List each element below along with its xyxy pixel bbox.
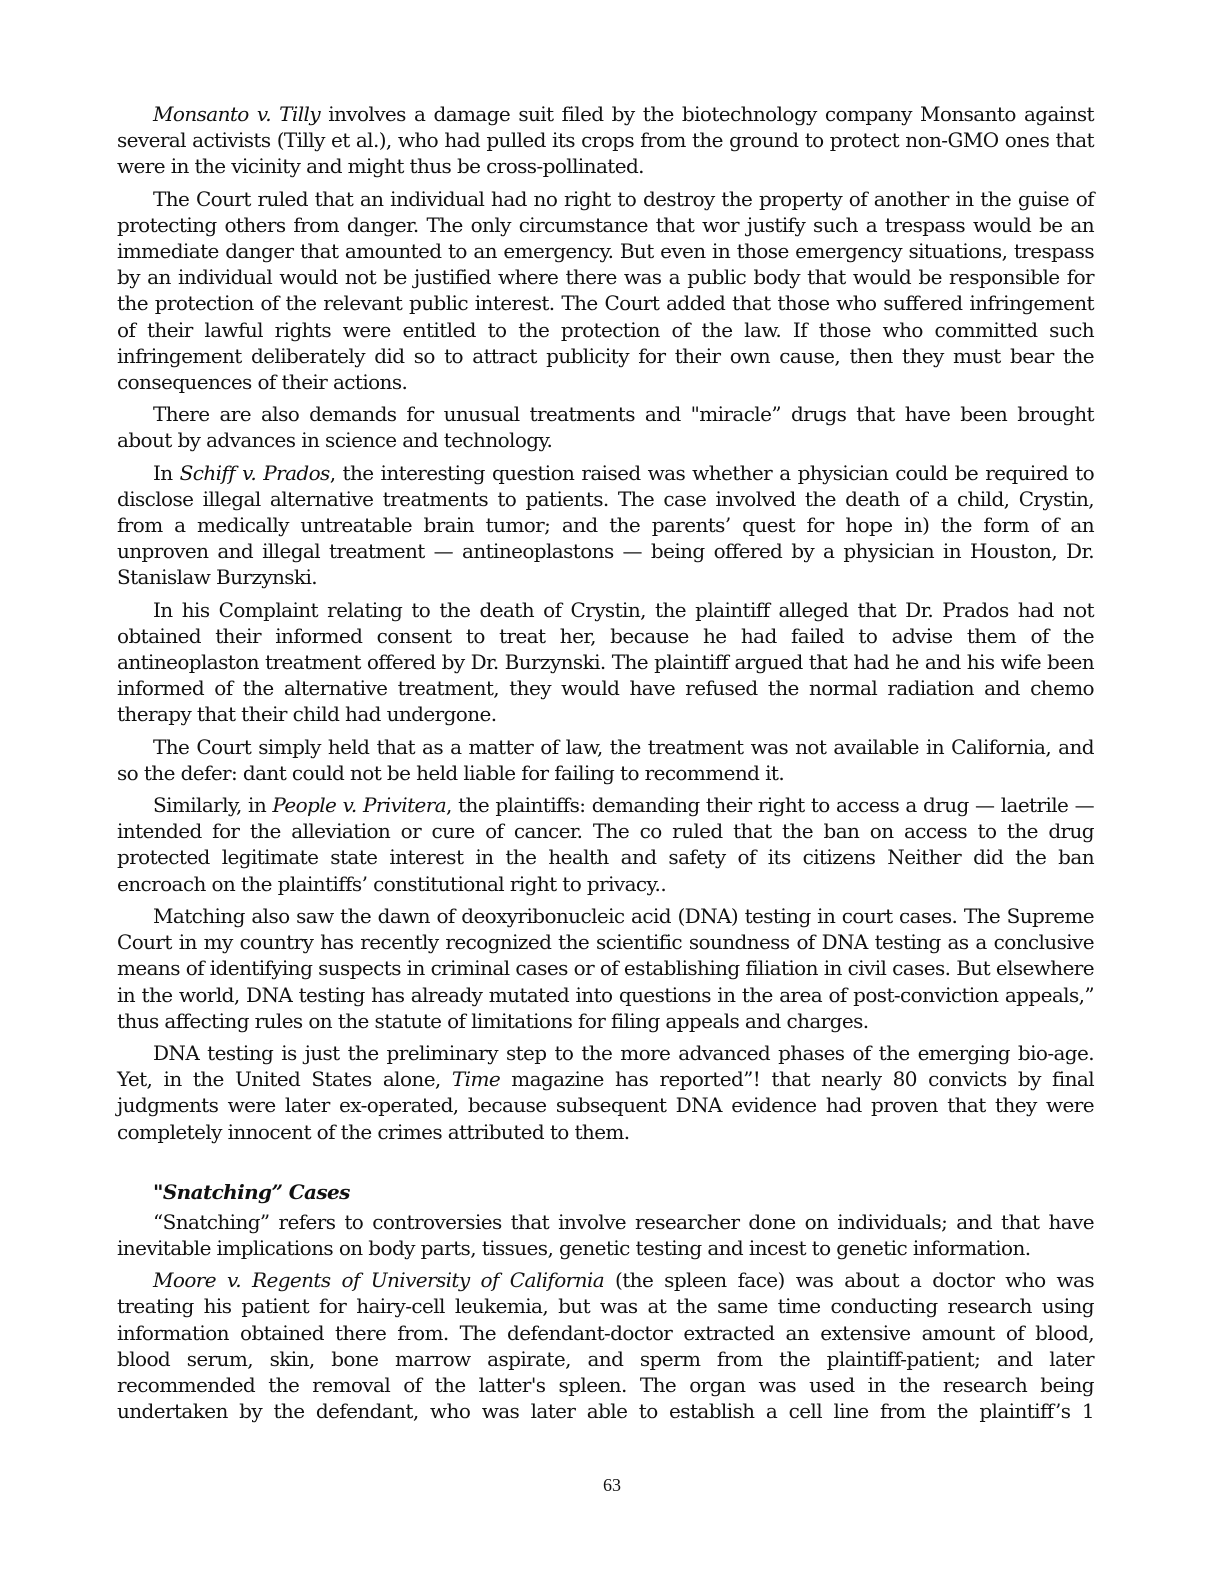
paragraph-miracle-drugs: There are also demands for unusual treatments and "miracle” drugs that have been brought about by advances in science and technology. [117,402,1094,453]
paragraph-dna-testing: Matching also saw the dawn of deoxyribonucleic acid (DNA) testing in court cases. The Supreme Court in my country has recently recognized the scientific soundness of DNA testing as a conclusive means of identifying suspects in criminal cases or of establishing filiation in civil cases. But elsewhere in the world, DNA testing has already mutated into questions in the area of post-conviction appeals,” thus affecting rules on the statute of limitations for filing appeals and charges. [117,903,1094,1033]
paragraph-snatching-definition: “Snatching” refers to controversies that involve researcher done on individuals; and that have inevitable implications on body parts, tissues, genetic testing and incest to genetic information. [117,1209,1094,1260]
case-name-moore: Moore v. Regents of University of California [153,1268,605,1293]
case-name-monsanto: Monsanto v. Tilly [153,102,321,126]
paragraph-monsanto: Monsanto v. Tilly involves a damage suit filed by the biotechnology company Monsanto against several activists (Tilly et al.), who had pulled its crops from the ground to protect non-GMO ones that were in the vicinity and might thus be cross-pollinated. [117,102,1094,179]
page-number: 63 [603,1475,621,1495]
body-text [117,101,1094,1424]
case-name-privitera: People v. Privitera [272,793,447,818]
paragraph-moore: Moore v. Regents of University of California (the spleen face) was about a doctor who was treating his patient for hairy-cell leukemia, but was at the same time conducting research using information obtained there from. The defendant-doctor extracted an extensive amount of blood, blood serum, skin, bone marrow aspirate, and sperm from the plaintiff-patient; and later recommended the removal of the latter's spleen. The organ was used in the research being undertaken by the defendant, who was later able to establish a cell line from the plaintiff’s 1 [117,1268,1095,1424]
paragraph-privitera: Similarly, in People v. Privitera, the plaintiffs: demanding their right to access a drug — laetrile — intended for the alleviation or cure of cancer. The co ruled that the ban on access to the drug protected legitimate state interest in the health and safety of its citizens Neither did the ban encroach on the plaintiffs’ constitutional right to privacy.. [117,793,1094,896]
case-name-schiff: Schiff v. Prados [179,460,330,485]
paragraph-complaint: In his Complaint relating to the death of Crystin, the plaintiff alleged that Dr. Prados had not obtained their informed consent to treat her, because he had failed to advise them of the antineoplaston treatment offered by Dr. Burzynski. The plaintiff argued that had he and his wife been informed of the alternative treatment, they would have refused the normal radiation and chemo therapy that their child had undergone. [117,597,1094,727]
magazine-name-time: Time [451,1067,501,1092]
paragraph-schiff: In Schiff v. Prados, the interesting question raised was whether a physician could be required to disclose illegal alternative treatments to patients. The case involved the death of a child, Crystin, from a medically untreatable brain tumor; and the parents’ quest for hope in) the form of an unproven and illegal treatment — antineoplastons — being offered by a physician in Houston, Dr. Stanislaw Burzynski. [117,460,1095,590]
paragraph-court-ruling: The Court ruled that an individual had no right to destroy the property of another in the guise of protecting others from danger. The only circumstance that wor justify such a trespass would be an immediate danger that amounted to an emergency. But even in those emergency situations, trespass by an individual would not be justified where there was a public body that would be responsible for the protection of the relevant public interest. The Court added that those who suffered infringement of their lawful rights were entitled to the protection of the law. If those who committed such infringement deliberately did so to attract publicity for their own cause, then they must bear the consequences of their actions. [117,186,1094,395]
paragraph-dna-preliminary: DNA testing is just the preliminary step to the more advanced phases of the emerging bio-age. Yet, in the United States alone, Time magazine has reported”! that nearly 80 convicts by final judgments were later ex-operated, because subsequent DNA evidence had proven that they were completely innocent of the crimes attributed to them. [117,1040,1094,1144]
section-heading: "Snatching” Cases [153,1179,350,1204]
paragraph-court-held: The Court simply held that as a matter of law, the treatment was not available in California, and so the defer: dant could not be held liable for failing to recommend it. [117,734,1094,785]
